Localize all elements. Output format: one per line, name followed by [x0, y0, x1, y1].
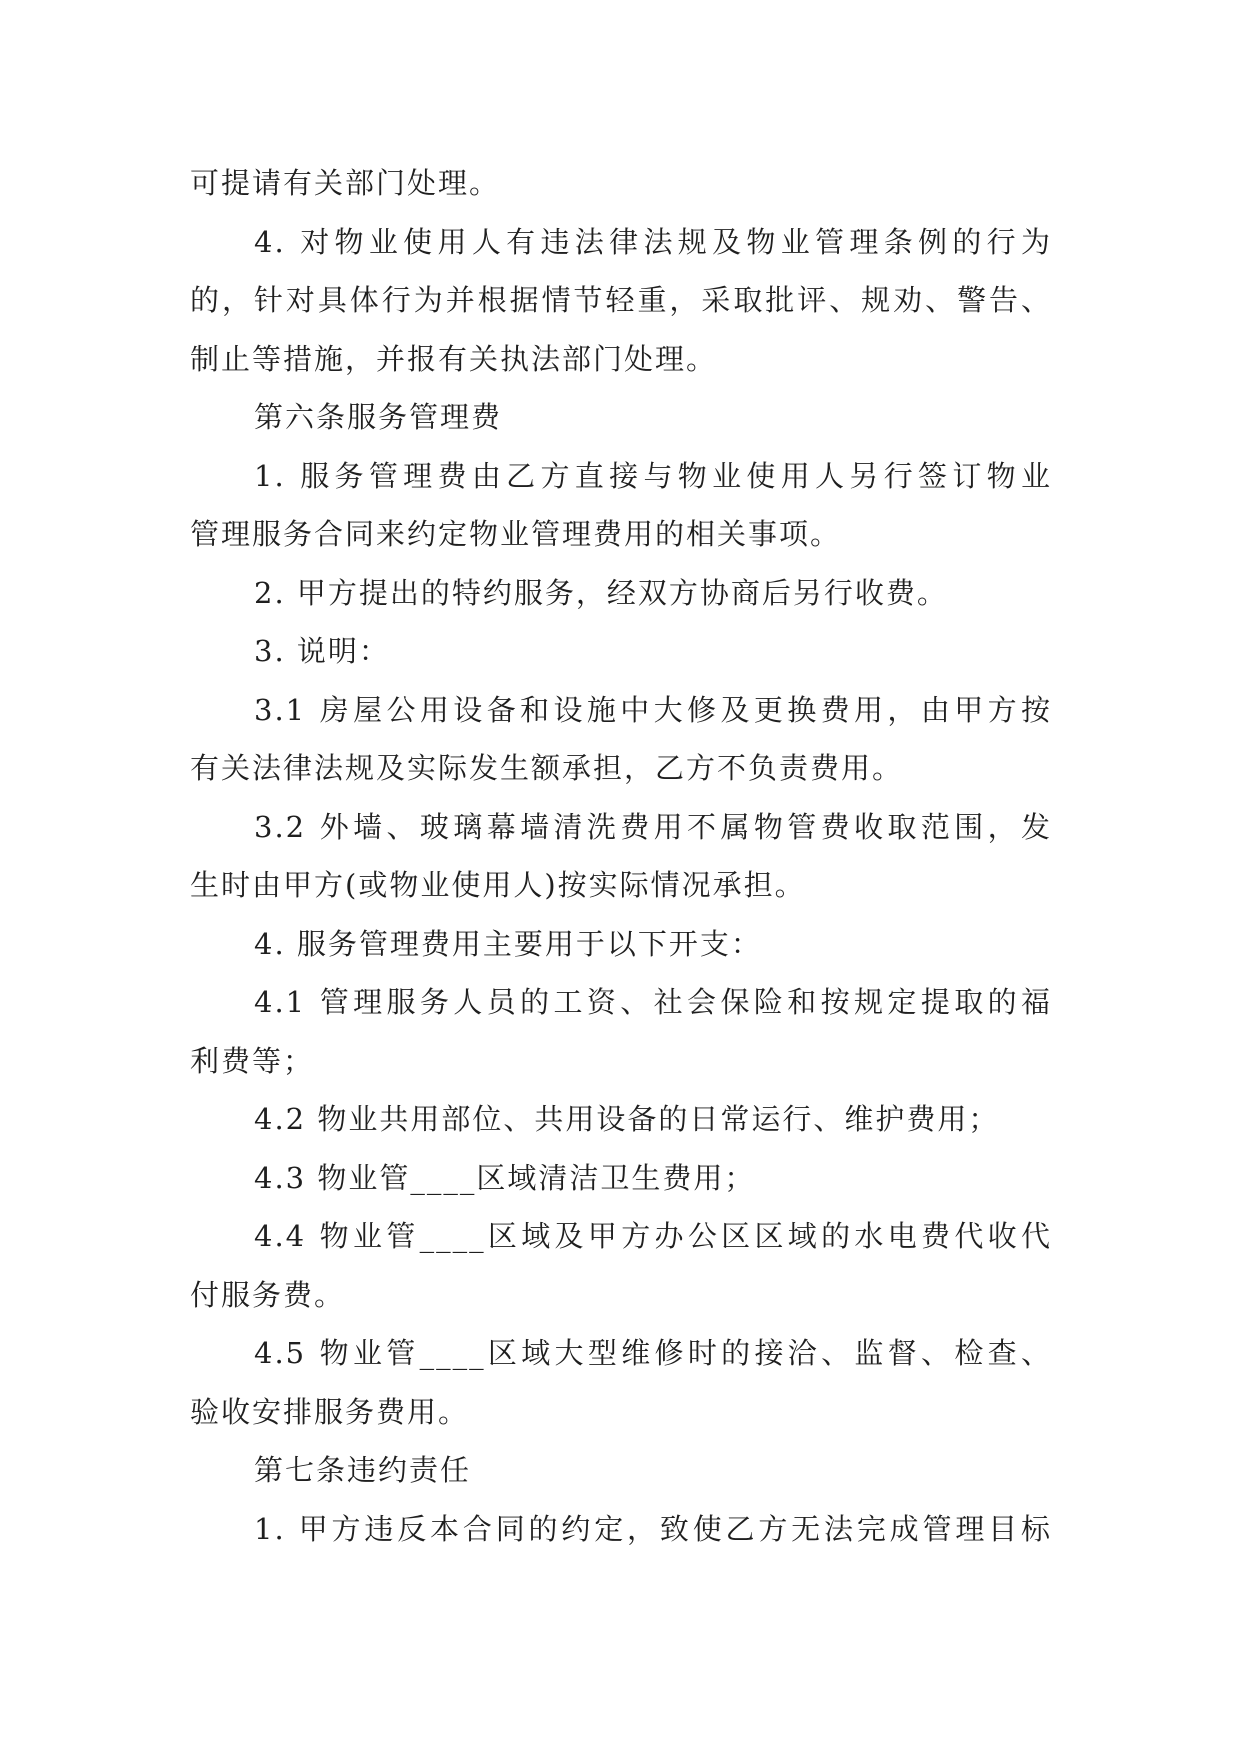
text-line: 4.2 物业共用部位、共用设备的日常运行、维护费用；	[254, 1102, 1000, 1136]
paragraph	[190, 1090, 1052, 1149]
text-line: 4. 服务管理费用主要用于以下开支：	[254, 926, 762, 961]
text-line: 付服务费。	[190, 1277, 346, 1312]
document-page	[190, 154, 1052, 1558]
text-line: 3. 说明：	[254, 634, 390, 668]
paragraph	[190, 213, 1052, 389]
section-heading	[190, 1441, 1052, 1500]
text-line: 1. 服务管理费由乙方直接与物业使用人另行签订物业	[254, 458, 1052, 493]
text-line: 利费等；	[190, 1043, 315, 1078]
paragraph	[190, 1149, 1052, 1208]
paragraph	[190, 1500, 1052, 1559]
text-line: 4.3 物业管____区域清洁卫生费用；	[254, 1160, 756, 1195]
text-line: 3.1 房屋公用设备和设施中大修及更换费用，由甲方按	[254, 692, 1052, 727]
text-line: 4.1 管理服务人员的工资、社会保险和按规定提取的福	[254, 985, 1052, 1019]
paragraph	[190, 622, 1052, 681]
section-heading-text: 第七条违约责任	[254, 1453, 472, 1487]
paragraph	[190, 564, 1052, 623]
paragraph	[190, 154, 1052, 213]
text-line: 4. 对物业使用人有违法律法规及物业管理条例的行为	[254, 224, 1052, 259]
text-line: 4.4 物业管____区域及甲方办公区区域的水电费代收代	[254, 1219, 1052, 1253]
section-heading	[190, 388, 1052, 447]
paragraph	[190, 1207, 1052, 1324]
paragraph	[190, 681, 1052, 798]
paragraph	[190, 447, 1052, 564]
text-line: 制止等措施，并报有关执法部门处理。	[190, 341, 718, 376]
paragraph	[190, 1324, 1052, 1441]
paragraph	[190, 973, 1052, 1090]
text-line: 4.5 物业管____区域大型维修时的接洽、监督、检查、	[254, 1336, 1052, 1370]
text-line: 管理服务合同来约定物业管理费用的相关事项。	[190, 517, 842, 551]
text-line: 有关法律法规及实际发生额承担，乙方不负责费用。	[190, 751, 904, 785]
text-line: 2. 甲方提出的特约服务，经双方协商后另行收费。	[254, 575, 948, 610]
text-line: 1. 甲方违反本合同的约定，致使乙方无法完成管理目标	[254, 1511, 1052, 1546]
text-line: 验收安排服务费用。	[190, 1394, 470, 1429]
text-line: 3.2 外墙、玻璃幕墙清洗费用不属物管费收取范围，发	[254, 809, 1052, 844]
text-line: 生时由甲方(或物业使用人)按实际情况承担。	[190, 868, 806, 902]
section-heading-text: 第六条服务管理费	[254, 400, 503, 434]
paragraph	[190, 798, 1052, 915]
text-line: 可提请有关部门处理。	[190, 166, 501, 200]
paragraph	[190, 915, 1052, 974]
text-line: 的，针对具体行为并根据情节轻重，采取批评、规劝、警告、	[190, 283, 1052, 317]
